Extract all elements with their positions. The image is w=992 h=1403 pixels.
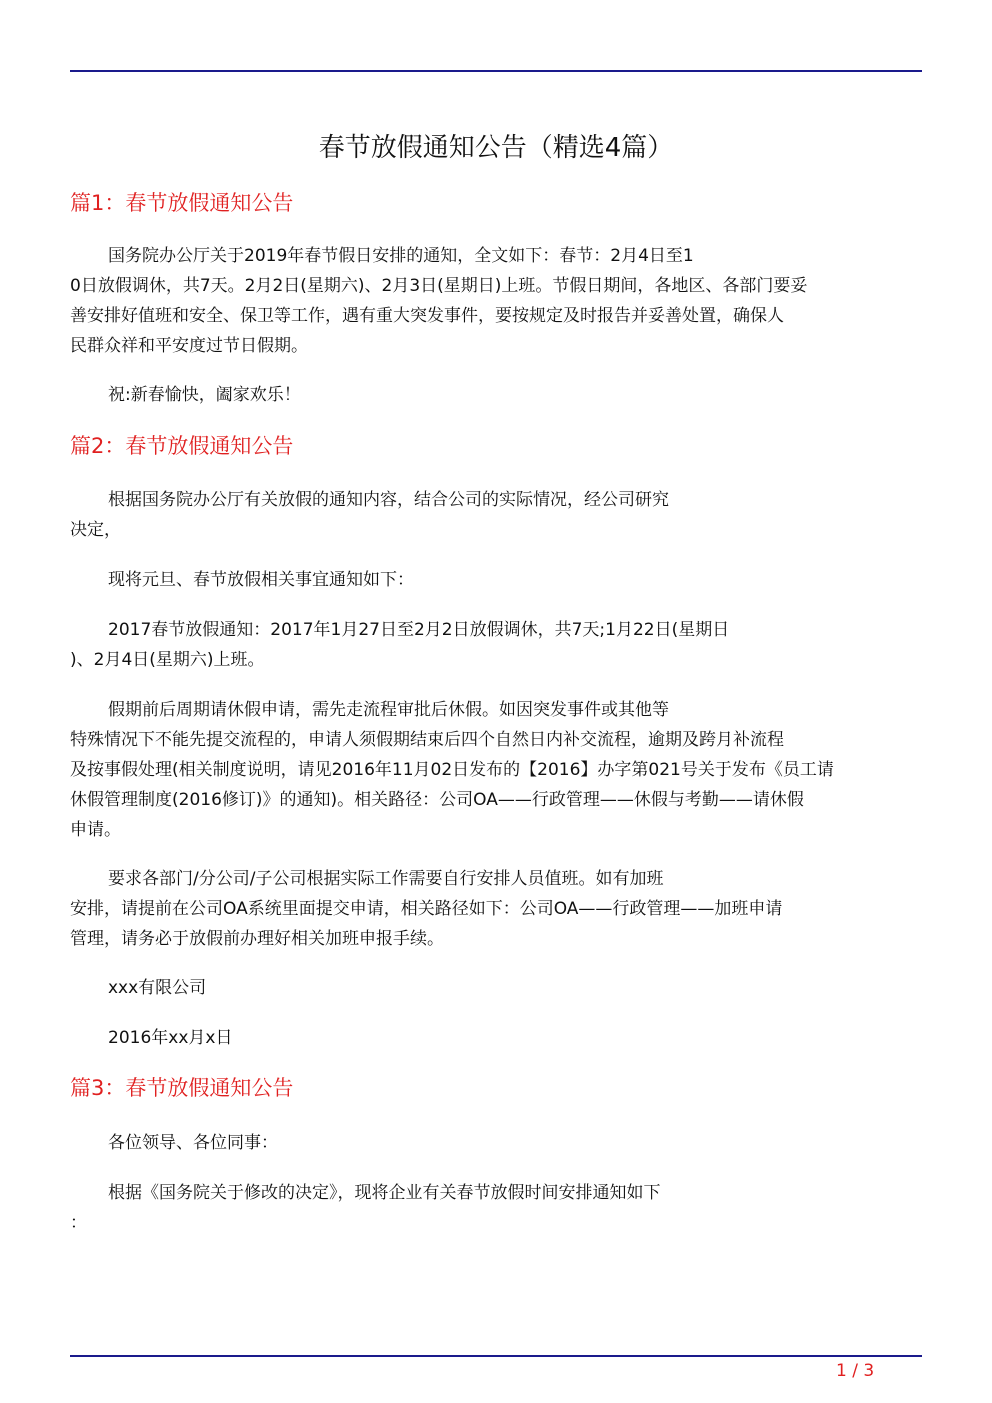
top-rule bbox=[70, 70, 922, 72]
paragraph-line: ： bbox=[70, 1213, 87, 1233]
paragraph-line: 根据《国务院关于修改的决定》，现将企业有关春节放假时间安排通知如下 bbox=[108, 1183, 661, 1203]
paragraph-line: 安排，请提前在公司OA系统里面提交申请，相关路径如下：公司OA——行政管理——加班申请 bbox=[70, 899, 783, 919]
paragraph-line: 民群众祥和平安度过节日假期。 bbox=[70, 336, 308, 356]
section-heading-3: 篇3：春节放假通知公告 bbox=[70, 1076, 294, 1100]
page-number: 1 / 3 bbox=[836, 1361, 875, 1381]
paragraph-line: 0日放假调休，共7天。2月2日(星期六)、2月3日(星期日)上班。节假日期间，各地区、各部门要妥 bbox=[70, 276, 808, 296]
notice-date: 2016年xx月x日 bbox=[108, 1028, 233, 1048]
paragraph-line: 决定， bbox=[70, 520, 121, 540]
paragraph-line: 善安排好值班和安全、保卫等工作，遇有重大突发事件，要按规定及时报告并妥善处置，确保人 bbox=[70, 306, 784, 326]
section-heading-2: 篇2：春节放假通知公告 bbox=[70, 434, 294, 458]
section-heading-1: 篇1：春节放假通知公告 bbox=[70, 191, 294, 215]
page-title: 春节放假通知公告（精选4篇） bbox=[318, 133, 674, 163]
paragraph-line: 各位领导、各位同事： bbox=[108, 1133, 278, 1153]
paragraph-line: 2017春节放假通知：2017年1月27日至2月2日放假调休，共7天;1月22日(星期日 bbox=[108, 620, 730, 640]
paragraph-line: 管理，请务必于放假前办理好相关加班申报手续。 bbox=[70, 929, 444, 949]
bottom-rule bbox=[70, 1355, 922, 1357]
paragraph-line: 国务院办公厅关于2019年春节假日安排的通知，全文如下：春节：2月4日至1 bbox=[108, 246, 694, 266]
company-name: xxx有限公司 bbox=[108, 978, 207, 998]
paragraph-line: 祝:新春愉快，阖家欢乐！ bbox=[108, 385, 301, 405]
paragraph-line: 假期前后周期请休假申请，需先走流程审批后休假。如因突发事件或其他等 bbox=[108, 700, 669, 720]
paragraph-line: 及按事假处理(相关制度说明，请见2016年11月02日发布的【2016】办字第021号关于发布《员工请 bbox=[70, 760, 834, 780]
paragraph-line: )、2月4日(星期六)上班。 bbox=[70, 650, 265, 670]
paragraph-line: 根据国务院办公厅有关放假的通知内容，结合公司的实际情况，经公司研究 bbox=[108, 490, 669, 510]
paragraph-line: 要求各部门/分公司/子公司根据实际工作需要自行安排人员值班。如有加班 bbox=[108, 869, 664, 889]
paragraph-line: 休假管理制度(2016修订)》的通知)。相关路径：公司OA——行政管理——休假与考勤——请休假 bbox=[70, 790, 804, 810]
paragraph-line: 现将元旦、春节放假相关事宜通知如下： bbox=[108, 570, 414, 590]
paragraph-line: 申请。 bbox=[70, 820, 121, 840]
paragraph-line: 特殊情况下不能先提交流程的，申请人须假期结束后四个自然日内补交流程，逾期及跨月补流程 bbox=[70, 730, 784, 750]
